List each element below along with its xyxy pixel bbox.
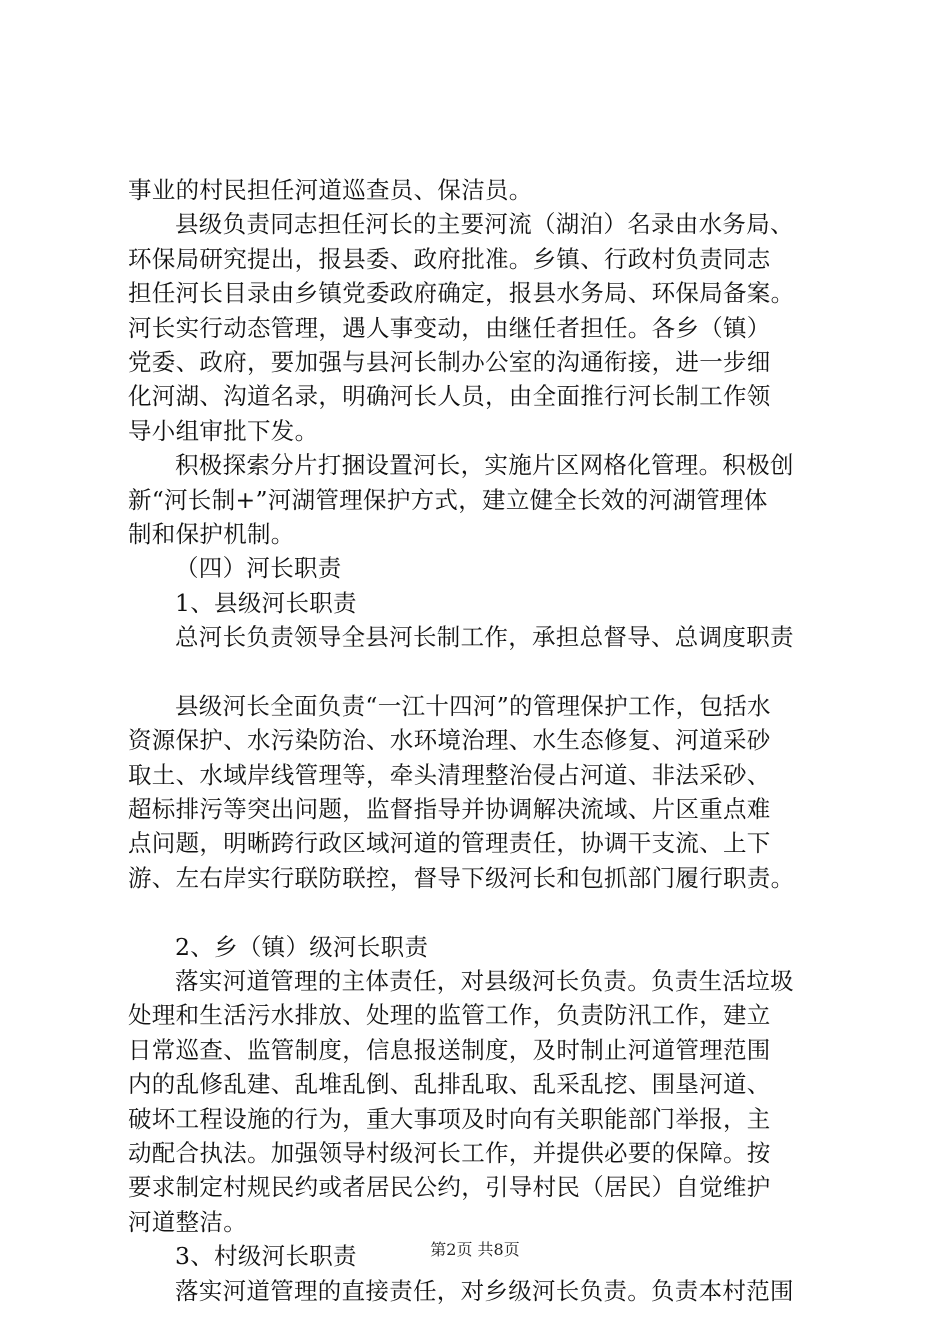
text-line: 1、县级河长职责 — [175, 588, 357, 617]
text-line: 游、左右岸实行联防联控，督导下级河长和包抓部门履行职责。 — [128, 863, 795, 892]
text-line: 日常巡查、监管制度，信息报送制度，及时制止河道管理范围 — [128, 1035, 771, 1064]
text-line: 要求制定村规民约或者居民公约，引导村民（居民）自觉维护 — [128, 1173, 771, 1202]
text-line: 落实河道管理的直接责任，对乡级河长负责。负责本村范围 — [175, 1276, 794, 1305]
text-line: 内的乱修乱建、乱堆乱倒、乱排乱取、乱采乱挖、围垦河道、 — [128, 1070, 771, 1099]
text-line: 积极探索分片打捆设置河长，实施片区网格化管理。积极创 — [175, 451, 794, 480]
text-line: 河道整洁。 — [128, 1207, 247, 1236]
document-body — [128, 173, 848, 1308]
text-line: 处理和生活污水排放、处理的监管工作，负责防汛工作，建立 — [128, 1001, 771, 1030]
text-line: 3、村级河长职责 — [175, 1242, 357, 1271]
text-line: 环保局研究提出，报县委、政府批准。乡镇、行政村负责同志 — [128, 244, 771, 273]
text-line: 落实河道管理的主体责任，对县级河长负责。负责生活垃圾 — [175, 966, 794, 995]
blank-line — [128, 895, 848, 929]
text-line: 县级负责同志担任河长的主要河流（湖泊）名录由水务局、 — [175, 210, 794, 239]
text-line: 超标排污等突出问题，监督指导并协调解决流域、片区重点难 — [128, 795, 771, 824]
text-line: 2、乡（镇）级河长职责 — [175, 932, 429, 961]
text-line: 担任河长目录由乡镇党委政府确定，报县水务局、环保局备案。 — [128, 279, 795, 308]
text-line: 破坏工程设施的行为，重大事项及时向有关职能部门举报，主 — [128, 1104, 771, 1133]
text-line: 事业的村民担任河道巡查员、保洁员。 — [128, 176, 533, 204]
text-line: （四）河长职责 — [175, 554, 342, 583]
text-line: 总河长负责领导全县河长制工作，承担总督导、总调度职责 — [175, 623, 794, 652]
text-line: 动配合执法。加强领导村级河长工作，并提供必要的保障。按 — [128, 1138, 771, 1167]
text-line: 化河湖、沟道名录，明确河长人员，由全面推行河长制工作领 — [128, 382, 771, 411]
text-line: 县级河长全面负责“一江十四河”的管理保护工作，包括水 — [175, 691, 771, 720]
text-line: 点问题，明晰跨行政区域河道的管理责任，协调干支流、上下 — [128, 829, 771, 858]
text-line: 新“河长制+”河湖管理保护方式，建立健全长效的河湖管理体 — [128, 485, 768, 514]
blank-line — [128, 654, 848, 688]
text-line: 导小组审批下发。 — [128, 416, 319, 445]
page-footer: 第2页 共8页 — [430, 1240, 520, 1259]
text-line: 取土、水域岸线管理等，牵头清理整治侵占河道、非法采砂、 — [128, 760, 771, 789]
text-line: 河长实行动态管理，遇人事变动，由继任者担任。各乡（镇） — [128, 313, 771, 342]
text-line: 制和保护机制。 — [128, 519, 295, 548]
text-line: 资源保护、水污染防治、水环境治理、水生态修复、河道采砂 — [128, 726, 771, 755]
text-line: 党委、政府，要加强与县河长制办公室的沟通衔接，进一步细 — [128, 347, 771, 376]
